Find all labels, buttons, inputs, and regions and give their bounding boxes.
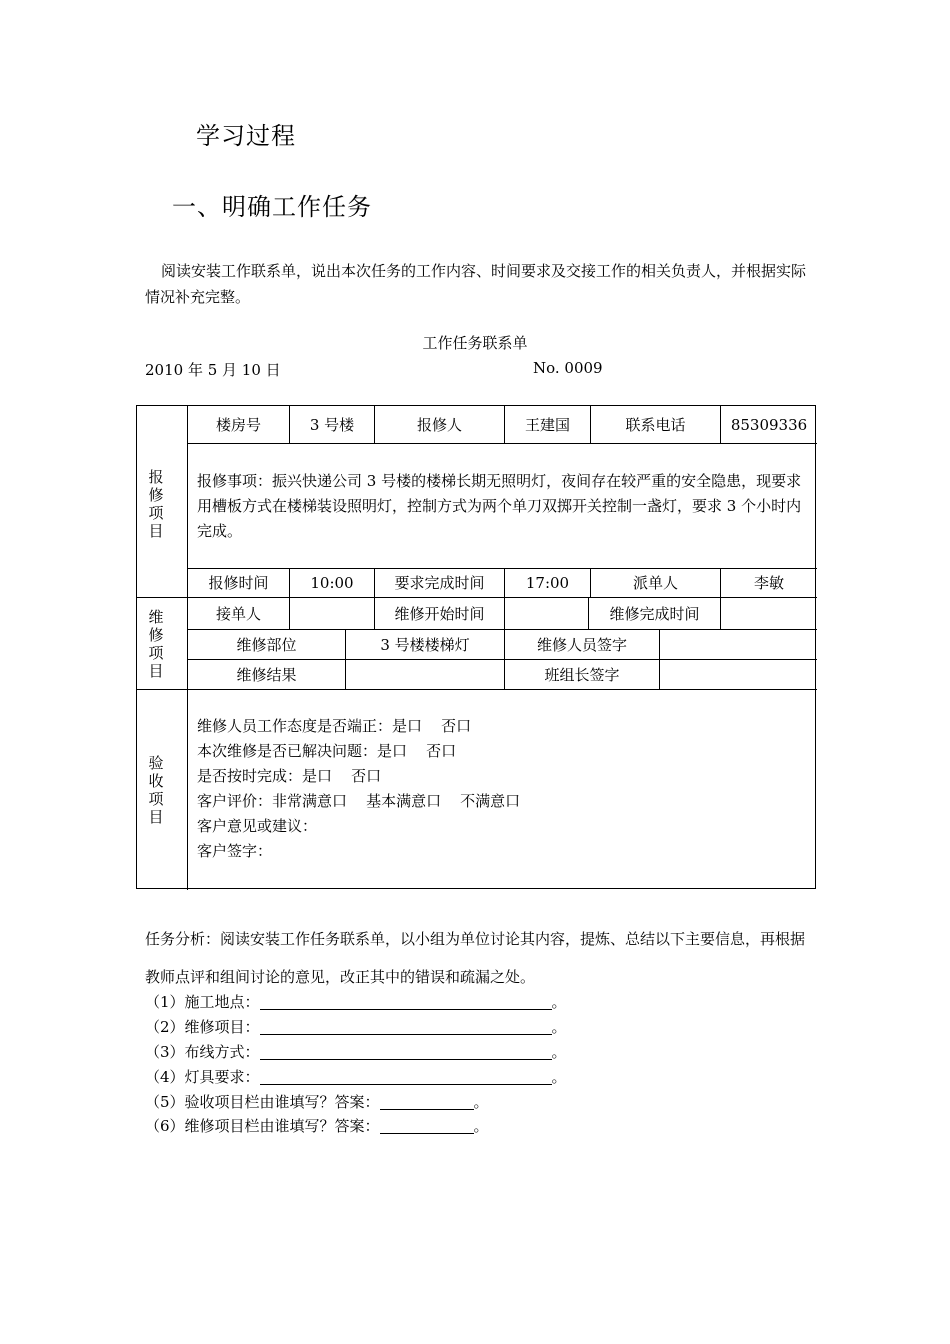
task-analysis: 任务分析：阅读安装工作任务联系单，以小组为单位讨论其内容，提炼、总结以下主要信息，再根据教师点评和组间讨论的意见，改正其中的错误和疏漏之处。 bbox=[145, 930, 806, 986]
question-item bbox=[145, 1090, 489, 1115]
leader-sign-value[interactable] bbox=[660, 659, 817, 689]
form-title: 工作任务联系单 bbox=[422, 334, 528, 352]
report-time-label: 报修时间 bbox=[208, 574, 269, 592]
question-item bbox=[145, 1040, 567, 1065]
question-text: （1）施工地点： bbox=[145, 993, 260, 1011]
page-heading: 学习过程 bbox=[196, 122, 296, 150]
report-time-value: 10:00 bbox=[310, 573, 354, 592]
building-label: 楼房号 bbox=[215, 416, 261, 434]
question-item bbox=[145, 1114, 489, 1139]
question-item bbox=[145, 1015, 567, 1040]
acceptance-line: 客户意见或建议： bbox=[197, 817, 318, 835]
deadline-label: 要求完成时间 bbox=[394, 574, 485, 592]
result-label: 维修结果 bbox=[236, 665, 297, 684]
dispatcher-value: 李敏 bbox=[753, 574, 784, 592]
acceptance-line: 是否按时完成：是口 否口 bbox=[197, 767, 382, 785]
part-label: 维修部位 bbox=[236, 635, 297, 654]
phone-label: 联系电话 bbox=[625, 416, 686, 434]
section-label-acceptance: 验收项目 bbox=[148, 754, 164, 826]
form-date: 2010 年 5 月 10 日 bbox=[145, 361, 281, 379]
acceptance-line: 客户签字： bbox=[197, 842, 273, 860]
form-number: No. 0009 bbox=[533, 359, 603, 377]
reporter-label: 报修人 bbox=[416, 416, 462, 434]
question-text: （3）布线方式： bbox=[145, 1043, 260, 1061]
question-item bbox=[145, 990, 567, 1015]
period-mark: 。 bbox=[551, 1068, 567, 1086]
question-text: （5）验收项目栏由谁填写？答案： bbox=[145, 1093, 380, 1111]
reporter-value: 王建国 bbox=[524, 416, 570, 434]
worker-sign-value[interactable] bbox=[660, 629, 817, 659]
period-mark: 。 bbox=[473, 1093, 489, 1111]
receiver-value[interactable] bbox=[290, 597, 374, 629]
answer-blank[interactable] bbox=[260, 1067, 552, 1085]
phone-value: 85309336 bbox=[730, 415, 808, 434]
acceptance-line: 客户评价：非常满意口 基本满意口 不满意口 bbox=[197, 792, 521, 810]
start-time-value[interactable] bbox=[505, 597, 588, 629]
repair-description: 报修事项：振兴快递公司 3 号楼的楼梯长期无照明灯，夜间存在较严重的安全隐患，现要求用槽板方式在楼梯装设照明灯，控制方式为两个单刀双掷开关控制一盏灯，要求 3 个小时内完成。 bbox=[197, 472, 802, 540]
acceptance-line: 维修人员工作态度是否端正：是口 否口 bbox=[197, 717, 472, 735]
answer-blank[interactable] bbox=[260, 992, 552, 1010]
question-text: （6）维修项目栏由谁填写？答案： bbox=[145, 1117, 380, 1135]
period-mark: 。 bbox=[551, 993, 567, 1011]
leader-sign-label: 班组长签字 bbox=[544, 665, 620, 684]
worker-sign-label: 维修人员签字 bbox=[536, 635, 627, 654]
finish-time-value[interactable] bbox=[721, 597, 817, 629]
finish-time-label: 维修完成时间 bbox=[609, 604, 700, 623]
building-value: 3 号楼 bbox=[309, 416, 355, 434]
period-mark: 。 bbox=[551, 1018, 567, 1036]
grid-line bbox=[137, 689, 817, 690]
work-order-form bbox=[136, 405, 816, 889]
answer-blank[interactable] bbox=[260, 1042, 552, 1060]
question-item bbox=[145, 1065, 567, 1090]
question-text: （4）灯具要求： bbox=[145, 1068, 260, 1086]
answer-blank[interactable] bbox=[380, 1092, 474, 1110]
period-mark: 。 bbox=[551, 1043, 567, 1061]
part-value: 3 号楼楼梯灯 bbox=[380, 635, 470, 654]
receiver-label: 接单人 bbox=[215, 604, 261, 623]
section-label-repair: 报修项目 bbox=[148, 468, 164, 540]
grid-line bbox=[187, 443, 817, 444]
result-value[interactable] bbox=[346, 659, 504, 689]
start-time-label: 维修开始时间 bbox=[394, 604, 485, 623]
section-label-maintenance: 维修项目 bbox=[148, 608, 164, 680]
acceptance-line: 本次维修是否已解决问题：是口 否口 bbox=[197, 742, 457, 760]
section-title: 一、明确工作任务 bbox=[172, 193, 372, 221]
period-mark: 。 bbox=[473, 1117, 489, 1135]
answer-blank[interactable] bbox=[380, 1116, 474, 1134]
answer-blank[interactable] bbox=[260, 1017, 552, 1035]
deadline-value: 17:00 bbox=[525, 573, 570, 592]
question-text: （2）维修项目： bbox=[145, 1018, 260, 1036]
intro-paragraph: 阅读安装工作联系单，说出本次任务的工作内容、时间要求及交接工作的相关负责人，并根据实际情况补充完整。 bbox=[145, 262, 807, 306]
dispatcher-label: 派单人 bbox=[632, 574, 678, 592]
